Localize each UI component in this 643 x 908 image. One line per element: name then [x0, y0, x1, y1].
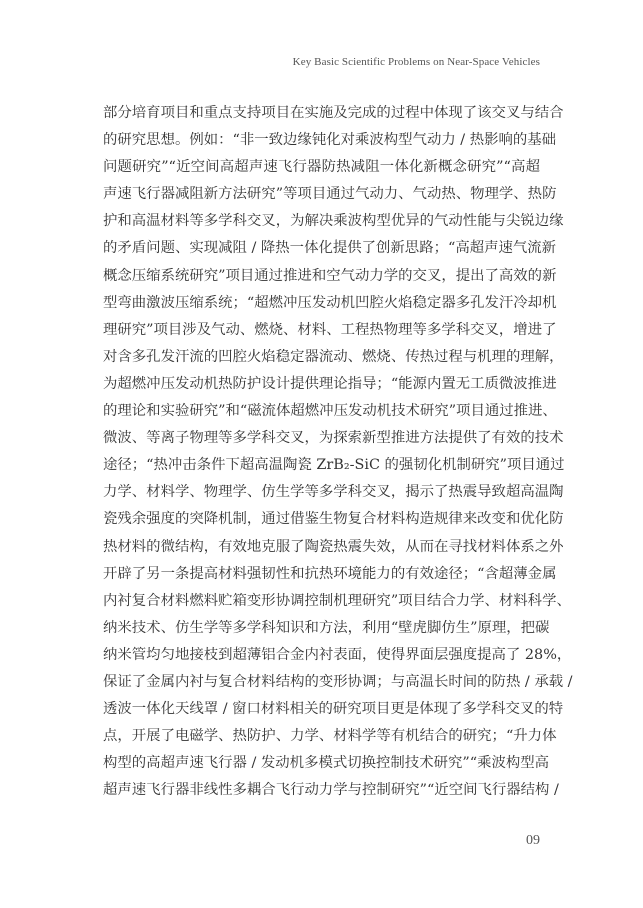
text-line: 的矛盾问题、实现减阻 / 降热一体化提供了创新思路；“高超声速气流新: [103, 240, 557, 257]
text-line: 部分培育项目和重点支持项目在实施及完成的过程中体现了该交叉与结合: [103, 105, 564, 121]
text-line: 开辟了另一条提高材料强韧性和抗热环境能力的有效途径；“含超薄金属: [103, 565, 557, 582]
text-line: 为超燃冲压发动机热防护设计提供理论指导；“能源内置无工质微波推进: [103, 375, 557, 392]
text-line: 透波一体化天线罩 / 窗口材料相关的研究项目更是体现了多学科交叉的特: [103, 701, 564, 718]
text-line: 概念压缩系统研究”项目通过推进和空气动力学的交叉，提出了高效的新: [103, 267, 557, 284]
text-line: 微波、等离子物理等多学科交叉，为探索新型推进方法提供了有效的技术: [103, 430, 564, 447]
text-line: 内衬复合材料燃料贮箱变形协调控制机理研究”项目结合力学、材料科学、: [103, 592, 571, 609]
body-paragraph: [103, 100, 573, 804]
text-line: 理研究”项目涉及气动、燃烧、材料、工程热物理等多学科交叉，增进了: [103, 321, 557, 338]
running-header: Key Basic Scientific Problems on Near-Space Vehicles: [292, 56, 540, 68]
text-line: 点，开展了电磁学、热防护、力学、材料学等有机结合的研究；“升力体: [103, 728, 557, 745]
text-line: 构型的高超声速飞行器 / 发动机多模式切换控制技术研究”“乘波构型高: [103, 755, 550, 772]
page-number: 09: [526, 833, 540, 848]
text-line: 瓷残余强度的突降机制，通过借鉴生物复合材料构造规律来改变和优化防: [103, 511, 564, 528]
text-line: 对含多孔发汗流的凹腔火焰稳定器流动、燃烧、传热过程与机理的理解，: [103, 348, 564, 365]
text-line: 的研究思想。例如：“非一致边缘钝化对乘波构型气动力 / 热影响的基础: [103, 132, 557, 149]
text-line: 的理论和实验研究”和“磁流体超燃冲压发动机技术研究”项目通过推进、: [103, 403, 557, 420]
text-line: 纳米技术、仿生学等多学科知识和方法，利用“壁虎脚仿生”原理，把碳: [103, 619, 550, 636]
text-line: 力学、材料学、物理学、仿生学等多学科交叉，揭示了热震导致超高温陶: [103, 484, 564, 501]
text-line: 保证了金属内衬与复合材料结构的变形协调；与高温长时间的防热 / 承载 /: [103, 673, 573, 690]
text-line: 护和高温材料等多学科交叉，为解决乘波构型优异的气动性能与尖锐边缘: [103, 213, 564, 230]
text-line: 热材料的微结构，有效地克服了陶瓷热震失效，从而在寻找材料体系之外: [103, 538, 564, 555]
text-line: 问题研究”“近空间高超声速飞行器防热减阻一体化新概念研究”“高超: [103, 159, 540, 176]
text-line: 型弯曲激波压缩系统；“超燃冲压发动机凹腔火焰稳定器多孔发汗冷却机: [103, 294, 557, 311]
text-line: 途径；“热冲击条件下超高温陶瓷 ZrB₂-SiC 的强韧化机制研究”项目通过: [103, 457, 565, 474]
text-line: 纳米管均匀地接枝到超薄铝合金内衬表面，使得界面层强度提高了 28%，: [103, 646, 572, 663]
text-line: 超声速飞行器非线性多耦合飞行动力学与控制研究”“近空间飞行器结构 /: [103, 782, 559, 799]
text-line: 声速飞行器减阻新方法研究”等项目通过气动力、气动热、物理学、热防: [103, 186, 557, 203]
